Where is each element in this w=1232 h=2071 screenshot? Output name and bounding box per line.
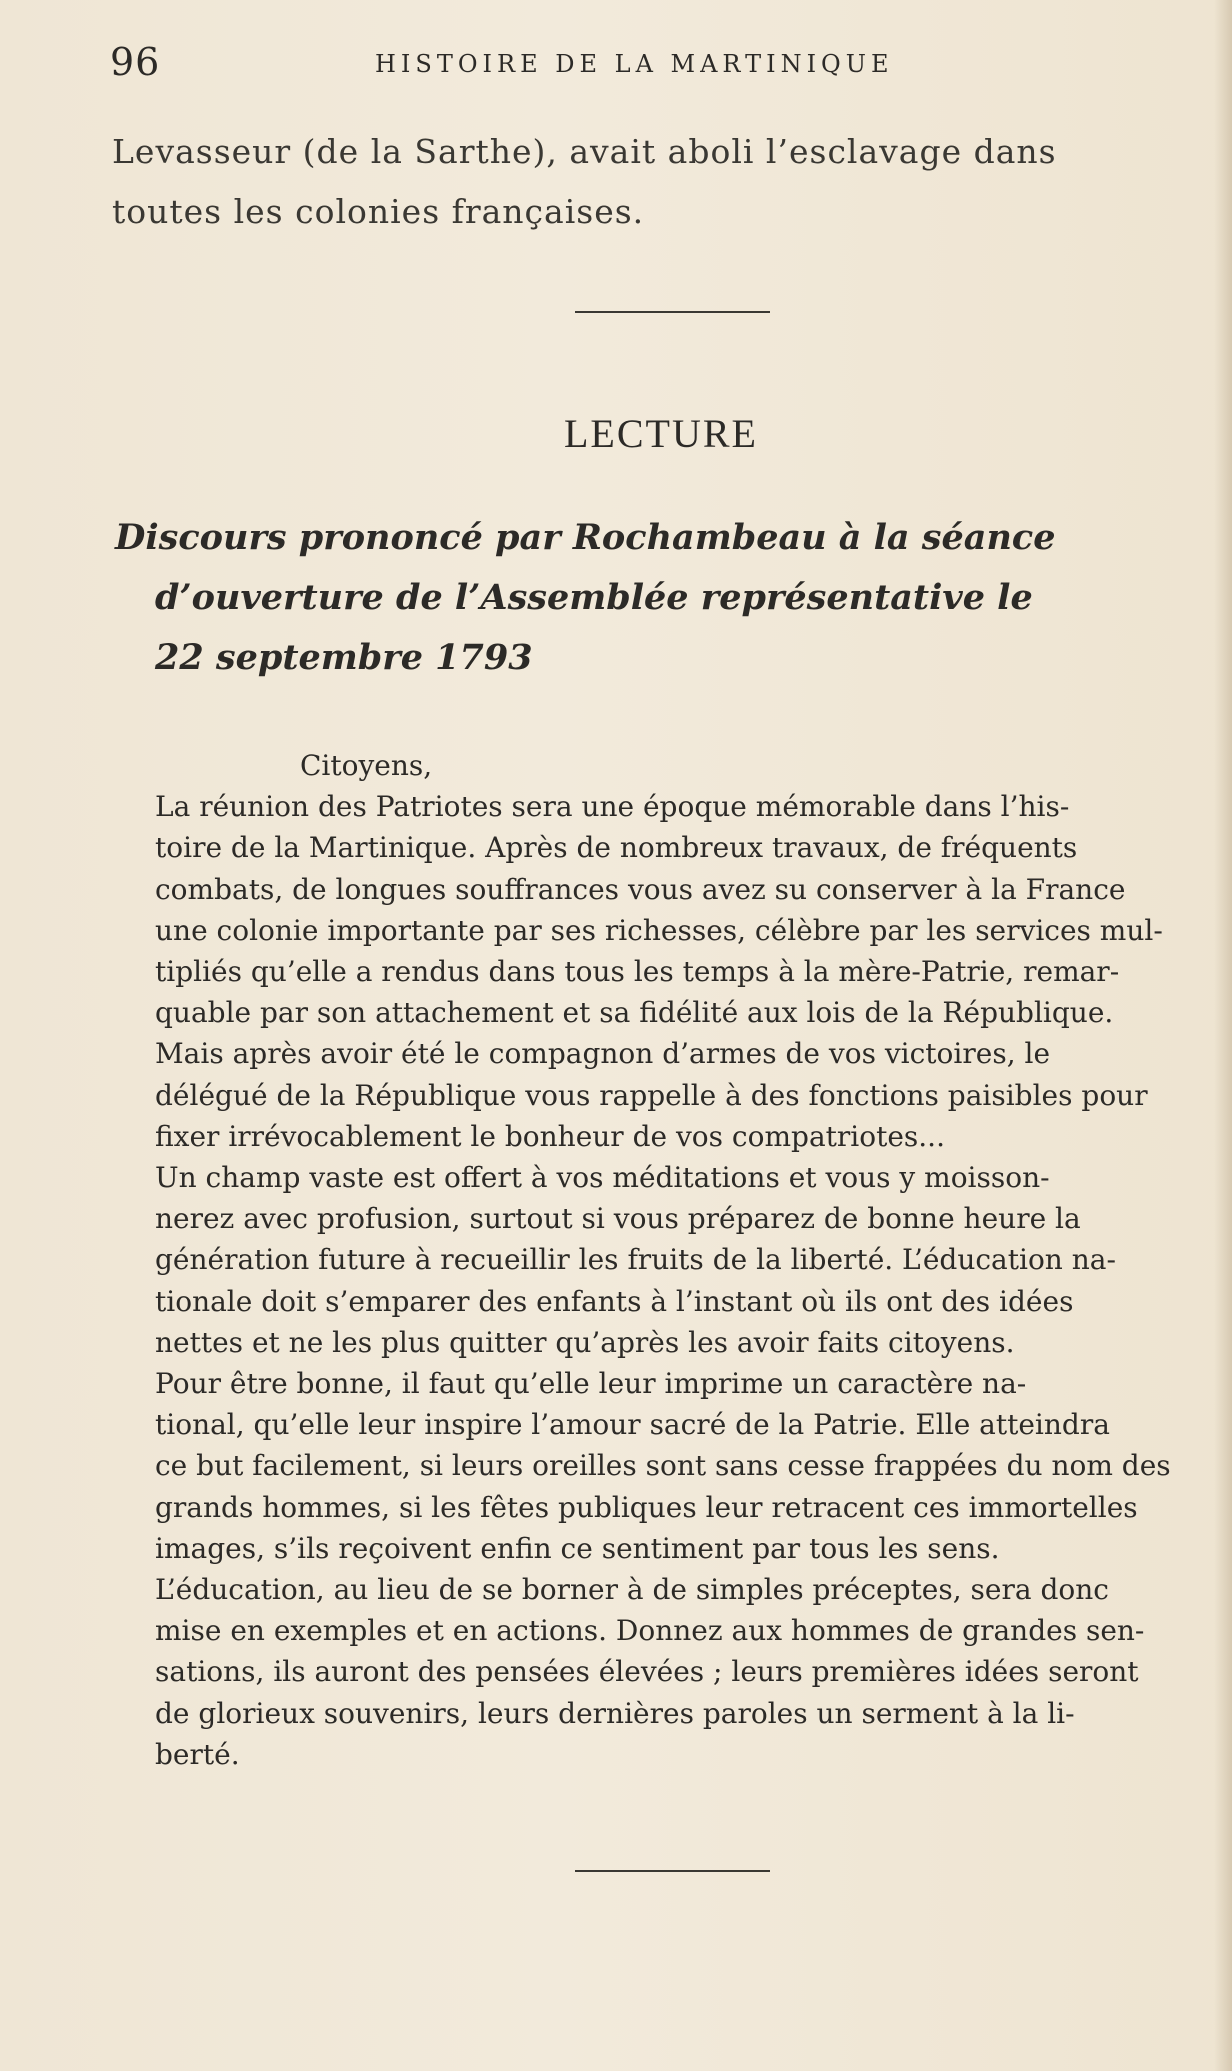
paragraph <box>115 1363 1215 1569</box>
text-line: berté. <box>155 1737 240 1771</box>
text-line: Mais après avoir été le compagnon d’armes de vos victoires, le <box>155 1037 1051 1071</box>
text-line: nettes et ne les plus quitter qu’après les avoir faits citoyens. <box>155 1325 1015 1359</box>
running-title: HISTOIRE DE LA MARTINIQUE <box>375 50 894 78</box>
text-line: Un champ vaste est offert à vos méditations et vous y moisson- <box>155 1161 1050 1195</box>
text-line: tipliés qu’elle a rendus dans tous les temps à la mère-Patrie, remar- <box>155 955 1120 989</box>
text-line: grands hommes, si les fêtes publiques leur retracent ces immortelles <box>155 1490 1138 1524</box>
speech-title <box>115 508 1215 688</box>
page-number: 96 <box>110 40 161 84</box>
text-line: quable par son attachement et sa fidélité aux lois de la République. <box>155 996 1114 1030</box>
paragraph <box>115 1569 1215 1775</box>
salutation: Citoyens, <box>300 749 433 782</box>
paragraph <box>115 786 1215 1033</box>
text-line: Pour être bonne, il faut qu’elle leur imprime un caractère na- <box>155 1367 1027 1401</box>
paragraph <box>115 1157 1215 1363</box>
speech-title-line: Discours prononcé par Rochambeau à la séance <box>115 517 1056 558</box>
speech-body <box>115 745 1215 1775</box>
separator-rule <box>575 311 770 313</box>
text-line: tionale doit s’emparer des enfants à l’instant où ils ont des idées <box>155 1284 1074 1318</box>
page-header <box>110 40 1210 84</box>
text-line: combats, de longues souffrances vous avez su conserver à la France <box>155 872 1126 906</box>
text-line: tional, qu’elle leur inspire l’amour sacré de la Patrie. Elle atteindra <box>155 1408 1110 1442</box>
text-line: La réunion des Patriotes sera une époque mémorable dans l’his- <box>155 790 1070 824</box>
text-line: génération future à recueillir les fruits de la liberté. L’éducation na- <box>155 1243 1116 1277</box>
text-line: ce but facilement, si leurs oreilles sont sans cesse frappées du nom des <box>155 1449 1171 1483</box>
page-edge-shadow <box>1214 0 1232 2071</box>
intro-line: Levasseur (de la Sarthe), avait aboli l’esclavage dans <box>112 132 1057 171</box>
intro-text <box>112 122 1212 242</box>
speech-title-line: d’ouverture de l’Assemblée représentative le <box>155 577 1033 618</box>
text-line: toire de la Martinique. Après de nombreux travaux, de fréquents <box>155 831 1078 865</box>
text-line: mise en exemples et en actions. Donnez aux hommes de grandes sen- <box>155 1614 1145 1648</box>
section-label: LECTURE <box>564 411 758 456</box>
speech-title-line: 22 septembre 1793 <box>155 637 533 678</box>
text-line: sations, ils auront des pensées élevées ; leurs premières idées seront <box>155 1655 1139 1689</box>
text-line: délégué de la République vous rappelle à des fonctions paisibles pour <box>155 1078 1148 1112</box>
separator-rule <box>575 1870 770 1872</box>
text-line: une colonie importante par ses richesses, célèbre par les services mul- <box>155 913 1163 947</box>
text-line: images, s’ils reçoivent enfin ce sentiment par tous les sens. <box>155 1531 1000 1565</box>
text-line: de glorieux souvenirs, leurs dernières paroles un serment à la li- <box>155 1696 1075 1730</box>
intro-line: toutes les colonies françaises. <box>112 192 645 231</box>
text-line: fixer irrévocablement le bonheur de vos compatriotes... <box>155 1119 945 1153</box>
paragraph <box>115 1033 1215 1157</box>
text-line: L’éducation, au lieu de se borner à de simples préceptes, sera donc <box>155 1573 1109 1607</box>
text-line: nerez avec profusion, surtout si vous préparez de bonne heure la <box>155 1202 1081 1236</box>
